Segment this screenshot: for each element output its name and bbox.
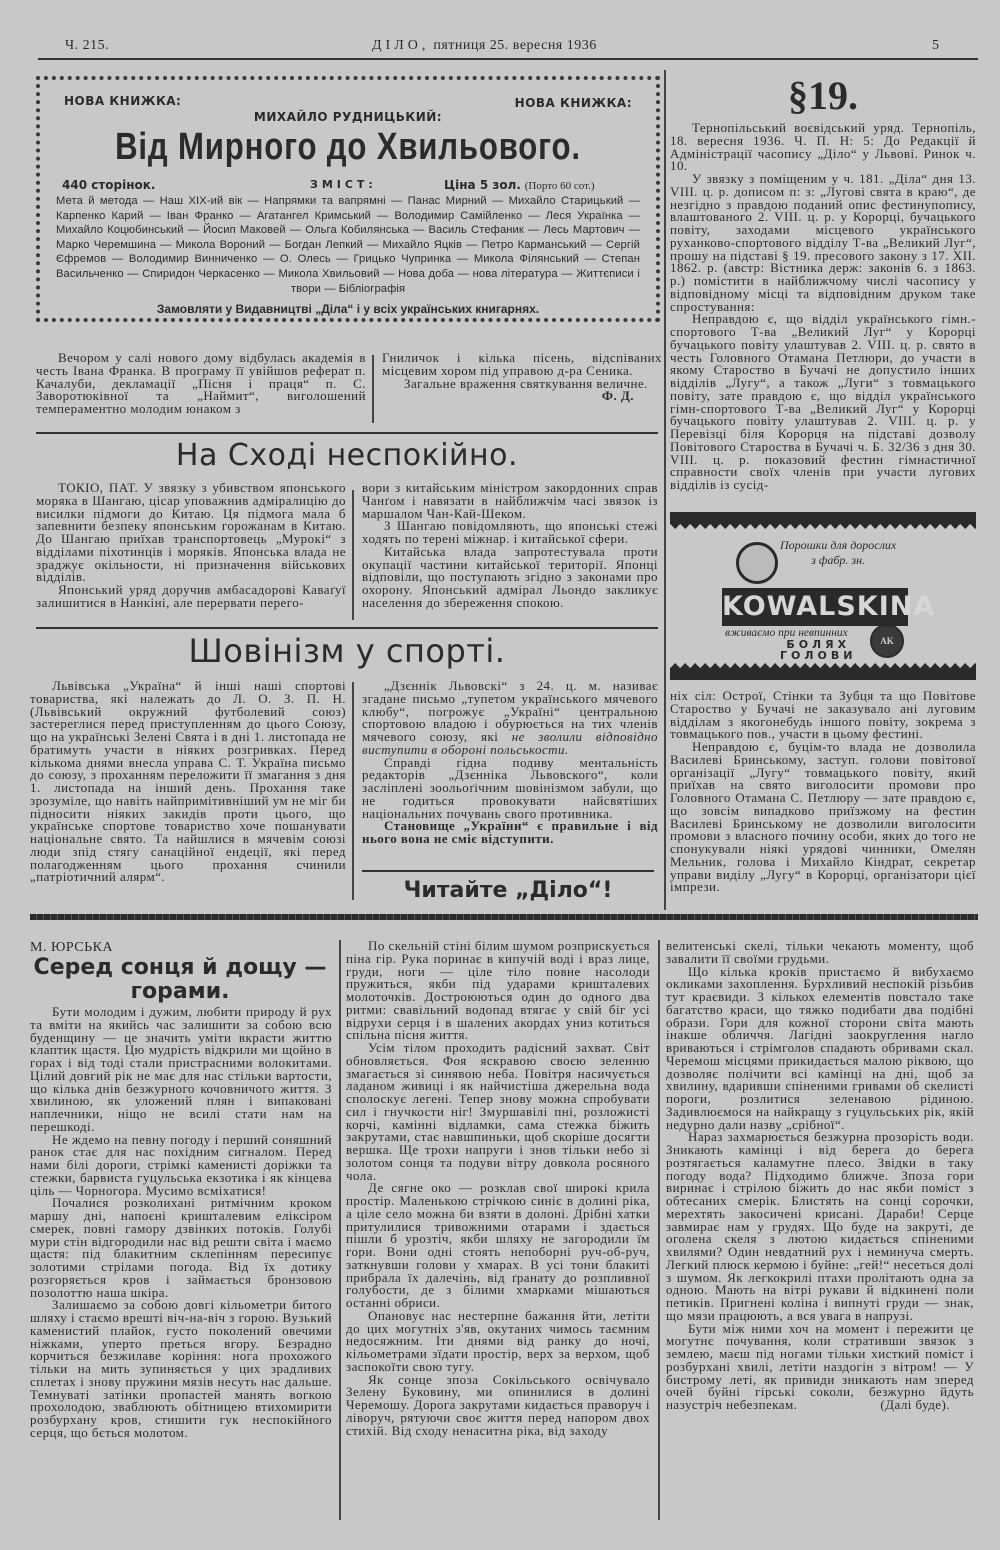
paragraph: Залишаємо за собою довгі кільометри битого шляху і стаємо врешті віч-на-віч з горою. Вузький каменистий плайок, густо поколений овечими ніжками, уперто преться вгору. Безрадно корчиться безжилаве коріння: нога прохожого тільки на мить зупиняється у цих зрадливих сплетах і знову пружини мязів несуть нас дальше. Темнуваті затінки пропастей манять вогкою прохолодою, зваблюють обітницею втихомирити розбурхану кров, стишити гук неспокійного серця, що бється молотом.: [30, 1297, 332, 1440]
price-value: Ціна 5 зол.: [444, 178, 521, 192]
paragraph: Становище „України“ є правильне і від нього вона не сміє відступити.: [362, 818, 658, 846]
paragraph: [362, 680, 658, 757]
paragraph: Китайська влада запротестувала проти окупації частини китайської території. Японці відповіли, що поступають згідно з законами про охорону. Японський адмірал Льондо закликує населення до збереження спокою.: [362, 543, 658, 610]
section-rule: [362, 870, 654, 872]
brand-name: KOWALSKINA: [722, 588, 908, 626]
paragraph: Як сонце зпоза Сокільського освічувало Зелену Буковину, ми опинилися в долині Черемошу. Дорога закрутами кидається праворуч і ліворуч, рятуючи своє життя перед напором двох стихій. Від сходу ненаситна ріка, від заходу: [346, 1371, 650, 1438]
italic-emphasis: не зволили відповідно виступити в обороні польськости.: [362, 729, 659, 757]
paragraph: Японський уряд доручив амбасадорові Каваґуї залишитися в Нанкіні, але перервати перего-: [36, 582, 346, 610]
book-author: МИХАЙЛО РУДНИЦЬКИЙ:: [253, 110, 443, 124]
paragraph: Гниличок і кілька пісень, відспіваних місцевим хором під управою д-ра Сеника.: [382, 350, 662, 378]
paragraph: Що кілька кроків пристаємо й вибухаємо окликами захоплення. Бурхливий неспокій різьбив тут краєвиди. З кількох елементів повстало таке багатство краси, що тяжко подибати два подібні образи. Гори для кожної сторони світа мають інакше обличчя. Лагідні заокруглення нагло вриваються і стрімголов спадають обривами скал. Черемош місцями прикидається малою ріквою, що дозволяє полічити всі камінці на дні, щоб за хвилину, вдаривши спіненими гривами об скелисті пороги, розлитися зеленавою рідиною. Задивлюємося на найкращу з гуцульських рік, якій недурно дали назву „срібної“.: [666, 963, 974, 1132]
paragraph: ТОКІО, ПАТ. У звязку з убивством японського моряка в Шангаю, цісар уповажнив адміралицію до висилки підмоги до Китаю. Ця підмога мала б запевнити безпеку японським горожанам в Китаю. До Шангаю приїхав транспортовець „Мурокі“ з відділами піхотинців і моряків. Японська влада не зраджує окільности, ні призначення військових відділів.: [36, 482, 346, 585]
book-advertisement: [36, 76, 660, 322]
issue-number: Ч. 215.: [65, 38, 110, 53]
paragraph: У звязку з поміщеним у ч. 181. „Діла“ дня 13. VIII. ц. р. дописом п: з: „Лугові свята в краю“, де незгідно з правдою поданий опис фестинупопису, влаштованого 2. VIII. ц. р. у Короpці, бучацького повіту, заходами місцевого українського руханково-спортового відділу Т-ва „Великий Луг“, прошу на підставі § 19. пресового закону з 17. XII. 1862. р. (австр: Вістника держ: законів 6. з 1863. р.) помістити в найближчому числі часопису у відповідному місці та відповідним друком таке спростування:: [670, 171, 976, 314]
column-divider: [352, 682, 354, 900]
feuilleton-column-1: [30, 1006, 332, 1521]
paragraph: Усім тілом проходить радісний захват. Світ обновляється. Фоя яскравою своєю зеленню змагається зі синявою неба. Повітря насичується ладаном живиці і як найчистіша джерельна вода сполоскує легені. Тепер знову можна спробувати сил і гнучкости ніг! Змуршавілі пні, розложисті корчі, камінні відламки, сама стежка біжить закрутами, стає навшпиньки, щоб скоріше досягти вершка. Ще трохи напруги і знов тільки небо зі золотом сонця та подуви вітру довкола росяного чола.: [346, 1040, 650, 1183]
paragraph: Неправдою є, що відділ українського гімн.-спортового Т-ва „Великий Луг“ у Короpці бучацького повіту улаштував 2. VIII. ц. р. свято в честь Головного Отамана Петлюри, до участи в якому Староство в Бучачі не допустило інших відділів „Лугу“, а також „Луги“ з товмацького повіту, зате правдою є, що відділ українського гімн-спортового Т-ва „Великий Луг“ у Короpці бучацького повіту улаштував 2. VIII. ц. р. у Перевізці біля Короpця на підставі дозволу Повітового Староства в Бучачі ч. Б. 32/36 з дня 30. VIII. ц. р. показовий фестин гімнастичної справности своїх членів при участи лугових відділів із сусід-: [670, 311, 976, 492]
para19-text: [670, 122, 976, 510]
paragraph: По скельній стіні білим шумом розприскується піна гір. Рука поринає в кипучій воді і враз лице, груди, ноги — ціле тіло повне насолоди пружиться, якби під ударами кришталевих молоточків. Достроюються один до одного два ритми: свавільний водопад втягає у свій біг усі відрухи серця і в шалених акордах униз котиться спільна пісня життя.: [346, 940, 650, 1043]
book-contents: Мета й метода — Наш XIX-ий вік — Напрямки та вапрямні — Панас Мирний — Михайло Старицький — Карпенко Карий — Іван Франко — Агатангел Кримський — Володимир Самійленко — Леся Українка — Михайло Коцюбинський — Йосип Маковей — Ольга Кобилянська — Василь Стефаник — Лесь Мартович — Марко Черемшина — Микола Вороний — Богдан Лепкий — Михайло Яцків — Петро Карманський — Сергій Єфремов — Володимир Винниченко — О. Олесь — Грицько Чупринка — Микола Філянський — Степан Васильченко — Спиридон Черкасенко — Микола Хвильовий — Нова доба — нова література — Життєписи і твори — Бібліографія: [56, 195, 640, 295]
postage: (Порто 60 сот.): [524, 180, 595, 192]
section-rule: [36, 432, 658, 434]
sport-headline: Шовінізм у спорті.: [188, 632, 506, 670]
paragraph: Загальне враження святкування величне.: [404, 375, 648, 391]
feuilleton-column-3: [666, 940, 974, 1530]
para19-headline: §19.: [788, 73, 858, 118]
paragraph: Львівська „Україна“ й інші наші спортові товариства, які належать до Л. О. З. П. Н. (Львівський окружний футболевий союз) застереглися перед приступленням до цього Союзу, що на українські Зелені Свята і в дні 1. листопада не братимуть участи в ніяких розгривках. Перед кількома днями внесла управа С. Т. Україна письмо до союзу, з проханням переложити її змагання з дня 1. листопада на інший день. Прохання таке зрозуміле, що навіть найпримітивніший ум не міг би підносити ніяких закидів проти цього, що українське спортове товариство хоче пошанувати національне свято. Та найшлися в мячевім союзі люди зпід стягу санаційної ендеції, які перед полагодженням цього прохання счинили „патріотичний алярм“.: [30, 680, 346, 885]
issue-date: пятниця 25. вересня 1936: [433, 38, 597, 53]
paragraph-text: „Дзєннік Львовскі“ з 24. ц. м. називає згадане письмо „тупетом українського мячевого клюбу“, погрожує „Україні“ центральною спортовою владою і обурюється на тих членів мячевого союзу, які: [362, 678, 658, 744]
sport-column-right: [362, 680, 658, 846]
feuilleton-column-2: [346, 940, 650, 1520]
feuilleton-separator: [30, 914, 978, 920]
feuilleton-title: Серед сонця й дощу — горами.: [33, 955, 327, 1004]
ornament-bottom: [670, 663, 976, 680]
sport-column-left: [30, 680, 346, 898]
usage-text: вживаємо при невпинних: [725, 627, 848, 639]
order-info: Замовляти у Видавництві „Діла“ і у всіх українських книгарнях.: [156, 302, 540, 316]
new-book-label-left: НОВА КНИЖКА:: [64, 94, 182, 108]
paragraph: Де сягне око — розклав свої широкі крила простір. Маленькою стрічкою синіє в долині ріка, а ціле село можна би взяти в долоні. Дрібні хатки притулилися тривожними отарами і здається пішли б урозтіч, якби шляху не загородили їм гори. Вони одні стоять непоборні руч-об-руч, заткнувши голови у хмарах. В усі тони блакиті прибрала їх далечінь, від ґранату до розпливної голубости, де з білими хмарками мішаються останні обриси.: [346, 1180, 650, 1310]
column-divider: [372, 355, 374, 423]
east-column-left: [36, 482, 346, 622]
pain-text: [780, 639, 856, 661]
heart-logo-icon: [870, 624, 904, 658]
paragraph: Вечором у салі нового дому відбулась академія в честь Івана Франка. В програму її увійшов реферат п. Качалуби, декламації „Пісня і праця“ п. С. Заворотюківної та „Наймит“, виголошений темпераментно молодим юнаком з: [36, 352, 366, 416]
column-divider: [664, 70, 666, 910]
new-book-label-right: НОВА КНИЖКА:: [514, 96, 632, 110]
feuilleton-author: М. ЮРСЬКА: [30, 940, 114, 955]
column-divider: [658, 940, 660, 1520]
masthead-rule: [38, 58, 978, 60]
kowalskina-advertisement: [670, 512, 976, 680]
paragraph: ніх сіл: Острої, Стінки та Зубця та що Повітове Староство у Бучачі не заказувало ані луговим відділам з якогонебудь іншого повіту, зокрема з товмацького пов., участи в цьому фестині.: [670, 690, 976, 742]
to-be-continued: (Далі буде).: [880, 1397, 950, 1412]
column-divider: [339, 940, 341, 1520]
paragraph: [666, 1320, 974, 1412]
paragraph: Нараз захмарюється безжурна прозорість води. Зникають камінці і від берега до берега розтягається каламутне плесо. Звідки в таку погоду вода? Підходимо ближче. Зпоза гори виринає і стрілою біжить до нас якби поміст з обтесаних смерік. Блистять на сонці сорочки, мерехтять закосичені крисані. Дараби! Серце завмирає нам у грудях. Що буде на закруті, де оголена скеля з лютою кидається спіненими хвилями? Один невдатний рух і неминуча смерть. Легкий плюск кермою і буйне: „гей!“ несеться долі з шумом. Як легкокрилі птахи пролітають одна за одною. Мають на вітрі рукави й відкинені поли петиків. Пригнені коліна і випнуті груди — знак, що мязи працюють, а вся увага в напрузі.: [666, 1129, 974, 1323]
book-title: Від Мирного до Хвильового.: [115, 126, 581, 168]
franko-academy-right: [382, 352, 662, 403]
pain-line: ГОЛОВИ: [780, 649, 857, 662]
east-headline: На Сході неспокійно.: [175, 438, 519, 473]
contents-label: ЗМІСТ:: [310, 178, 377, 191]
ornament-bar: [670, 512, 976, 520]
paper-name: ДІЛО,: [372, 38, 430, 53]
book-pages: 440 сторінок.: [62, 178, 156, 192]
franko-academy-left: [36, 352, 366, 422]
paragraph: Тернопільський воєвідський уряд. Тернопіль, 18. вересня 1936. Ч. П. Н: 5: До Редакції й Адміністрації часопису „Діло“ у Львові. Ринок ч. 10.: [670, 122, 976, 174]
ornament-zigzag: [670, 520, 976, 529]
book-price: [444, 178, 595, 192]
section-rule: [36, 627, 658, 629]
read-dilo-slogan: Читайте „Діло“!: [403, 878, 613, 903]
paragraph: З Шангаю повідомляють, що японські стежі ходять по терені міжнар. і китайської сфери.: [362, 518, 658, 546]
logo-mark: AK: [880, 636, 894, 646]
paragraph: Справді гідна подиву ментальність редакторів „Дзєнніка Львовского“, коли засліплені зоольоґічним шовінізмом забули, що не годиться провокувати найсвятіших національних почувань свого противника.: [362, 754, 658, 821]
paragraph: Неправдою є, буцім-то влада не дозволила Василеві Бринському, заступ. голови повітової організації „Лугу“ товмацького повіту, який приїхав на свято виголосити промови про Головного Отамана С. Петлюру — зате правдою є, що зовсім випадково приїзжому на фестин Василеві Бринському не дозволили виголосити промови з власного почину особи, яких до того не спонукували ніякі урядові чинники, Омелян Мельник, голова і Михайло Кіндрат, секретар управи виділу „Лугу“ в Короpці, організатори цієї імпрези.: [670, 739, 976, 895]
paragraph: Не ждемо на певну погоду і перший соняшний ранок стає для нас похідним сигналом. Перед нами білі дороги, стрімкі каменисті доріжки та стежки, барвиста гуцульська екзотика і як кінцева ціль — Чорногора. Мусимо всміхатися!: [30, 1131, 332, 1198]
paragraph: Почалися розколихані ритмічним кроком маршу дні, напоєні кришталевим еліксіром смерек, повні гамору дзвінких потоків. Голубі мури стін відгородили нас від решти світа і маємо щастя: під блакитним склепінням пересипує золотими стрілами погода. Від їх дотику розгоряється кров і займається бронзовою позолоттю наша шкіра.: [30, 1195, 332, 1300]
para19-text-continued: [670, 690, 976, 908]
signature: Ф. Д.: [601, 388, 634, 404]
paragraph: велитенські скелі, тільки чекають моменту, щоб завалити її своїми грудьми.: [666, 940, 974, 966]
tagline-line: з фабр. зн.: [811, 553, 866, 567]
column-divider: [352, 490, 354, 620]
pain-line: БОЛЯХ: [786, 638, 851, 651]
tagline-line: Порошки для дорослих: [780, 538, 897, 552]
paragraph-text: Бути між ними хоч на момент і пережити це могутнє почування, коли стративши звязок з землею, маєш під ногами тільки хисткий поміст і розбурхані хвилі, летіти наздогін з вітром! — У бистрому леті, як привиди зникають нам зперед очей буйні гірські соколи, безжурно йдуть назустріч небезпекам.: [666, 1320, 974, 1412]
paragraph: вори з китайським міністром закордонних справ Чанґом і навязати в найближчім часі звязок із маршалом Чан-Кай-Шеком.: [362, 482, 658, 521]
paragraph: Бути молодим і дужим, любити природу й рух та вміти на якийсь час залишити за собою всю буденщину — це значить уміти вкрасти життю клаптик щастя. Цю мудрість відкрили ми щойно в горах і від тоді стали пристрасними волокитами. Цілий довгий рік не має для нас стільки вартости, що кілька днів безжурного кочовничого життя. З хвилиною, як уложений плян і випаковані наплечники, ніщо не всилі стати нам на перешкоді.: [30, 1006, 332, 1134]
paragraph: Опановує нас нестерпне бажання йти, летіти до цих могутніх з'яв, окутаних чимось таємним недосяжним. Іти днями від ранку до ночі, кільометрами зїдати простір, верх за верхом, щоб заспокоїти свою тугу.: [346, 1307, 650, 1374]
ornament-bar: [670, 672, 976, 680]
masthead-title: [372, 38, 597, 54]
page-number: 5: [932, 38, 940, 53]
ornament-zigzag: [670, 663, 976, 672]
ad-tagline: [780, 538, 896, 568]
east-column-right: [362, 482, 658, 622]
head-silhouette-icon: [736, 542, 778, 584]
